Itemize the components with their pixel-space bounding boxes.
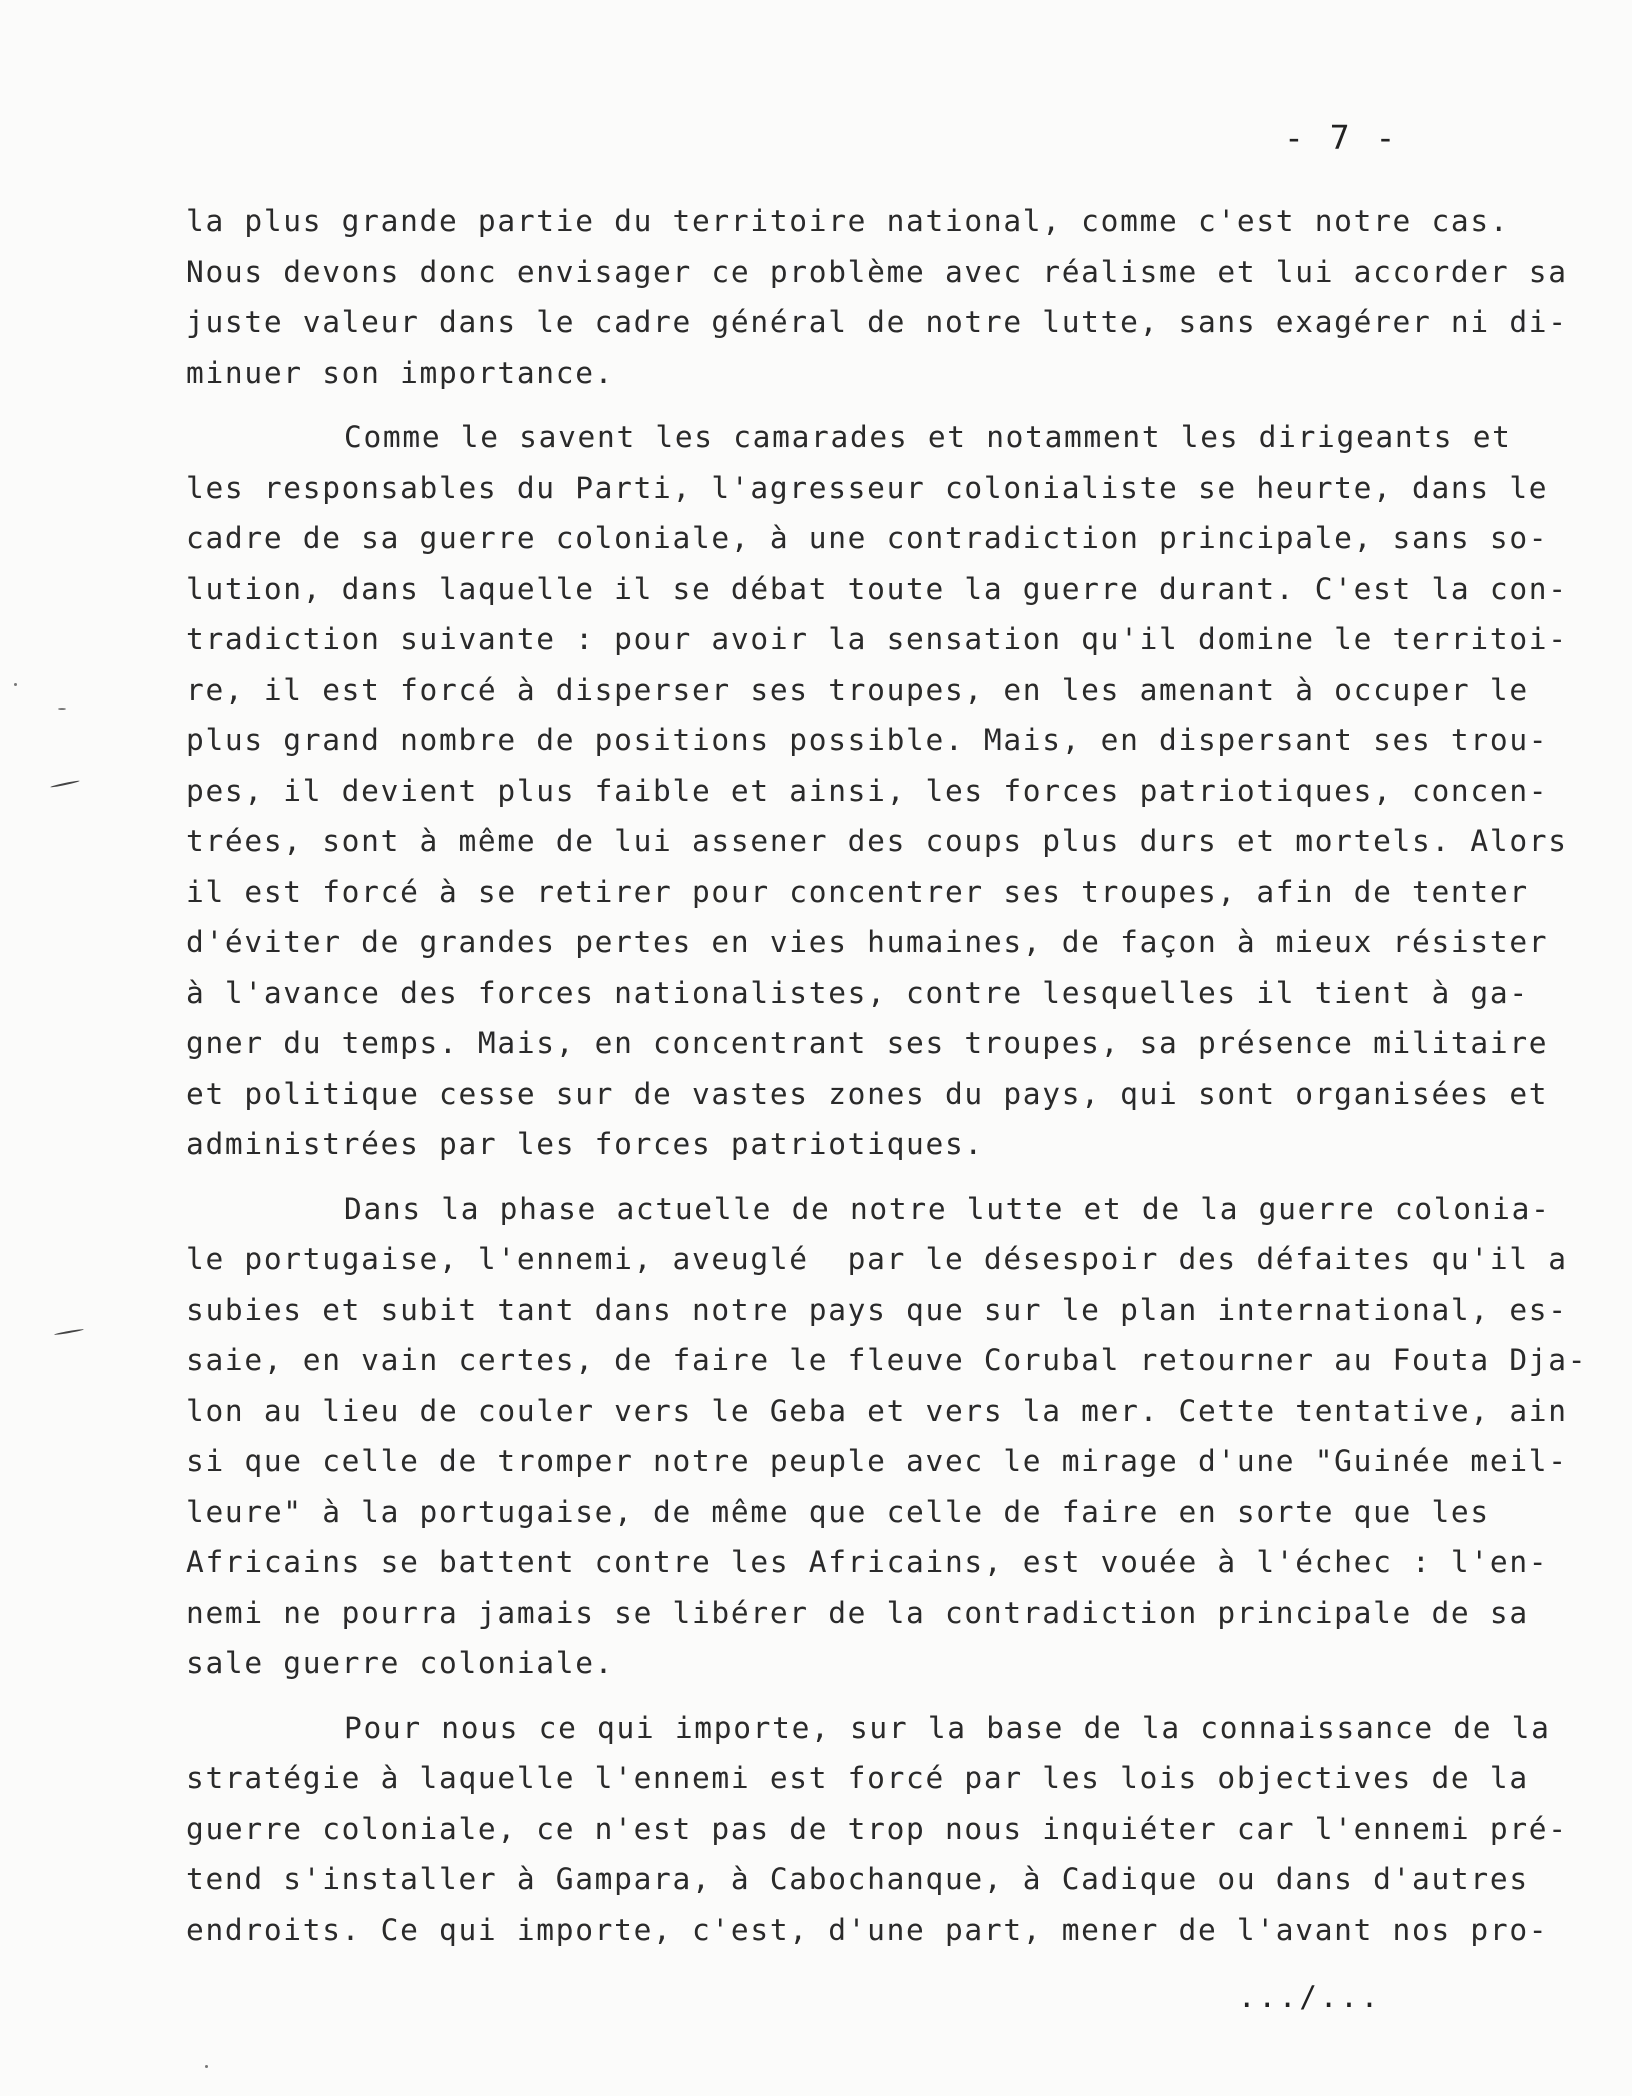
- paragraph-1: [186, 196, 1596, 398]
- text-line: Pour nous ce qui importe, sur la base de la connaissance de la: [344, 1710, 1551, 1745]
- text-line: gner du temps. Mais, en concentrant ses troupes, sa présence militaire: [186, 1026, 1549, 1060]
- margin-mark: [50, 780, 80, 788]
- page-number: - 7 -: [1284, 118, 1399, 157]
- scan-speck: [58, 708, 66, 710]
- paragraph-2: [186, 412, 1596, 1170]
- text-line: cadre de sa guerre coloniale, à une contradiction principale, sans so-: [186, 521, 1549, 555]
- text-line: Nous devons donc envisager ce problème avec réalisme et lui accorder sa: [186, 254, 1568, 289]
- scan-speck: [14, 683, 17, 686]
- text-line: re, il est forcé à disperser ses troupes, en les amenant à occuper le: [186, 672, 1529, 707]
- text-line: les responsables du Parti, l'agresseur colonialiste se heurte, dans le: [186, 470, 1549, 505]
- text-line: et politique cesse sur de vastes zones du pays, qui sont organisées et: [186, 1076, 1549, 1111]
- text-line: tradiction suivante : pour avoir la sensation qu'il domine le territoi-: [186, 622, 1568, 656]
- scan-speck: [205, 2065, 208, 2068]
- text-line: le portugaise, l'ennemi, aveuglé par le désespoir des défaites qu'il a: [186, 1242, 1568, 1276]
- text-line: pes, il devient plus faible et ainsi, les forces patriotiques, concen-: [186, 773, 1549, 808]
- text-line: tend s'installer à Gampara, à Cabochanque, à Cadique ou dans d'autres: [186, 1862, 1529, 1896]
- text-line: subies et subit tant dans notre pays que sur le plan international, es-: [186, 1292, 1568, 1327]
- text-line: Comme le savent les camarades et notamment les dirigeants et: [344, 420, 1512, 454]
- continuation-marker: .../...: [1238, 1980, 1382, 2014]
- text-line: il est forcé à se retirer pour concentrer ses troupes, afin de tenter: [186, 874, 1529, 909]
- paragraph-gap: [186, 1170, 1596, 1184]
- paragraph-gap: [186, 1689, 1596, 1703]
- body-text: [186, 196, 1596, 1955]
- paragraph-gap: [186, 398, 1596, 412]
- text-line: juste valeur dans le cadre général de notre lutte, sans exagérer ni di-: [186, 305, 1568, 339]
- text-line: endroits. Ce qui importe, c'est, d'une part, mener de l'avant nos pro-: [186, 1912, 1549, 1947]
- text-line: saie, en vain certes, de faire le fleuve Corubal retourner au Fouta Dja-: [186, 1343, 1588, 1377]
- paragraph-4: [186, 1703, 1596, 1956]
- text-line: trées, sont à même de lui assener des coups plus durs et mortels. Alors: [186, 824, 1568, 858]
- text-line: lution, dans laquelle il se débat toute la guerre durant. C'est la con-: [186, 571, 1568, 606]
- text-line: leure" à la portugaise, de même que celle de faire en sorte que les: [186, 1494, 1490, 1529]
- text-line: Africains se battent contre les Africains, est vouée à l'échec : l'en-: [186, 1545, 1549, 1579]
- text-line: si que celle de tromper notre peuple avec le mirage d'une "Guinée meil-: [186, 1444, 1568, 1478]
- text-line: à l'avance des forces nationalistes, contre lesquelles il tient à ga-: [186, 975, 1529, 1010]
- text-line: plus grand nombre de positions possible. Mais, en dispersant ses trou-: [186, 723, 1549, 757]
- text-line: sale guerre coloniale.: [186, 1646, 615, 1680]
- text-line: lon au lieu de couler vers le Geba et vers la mer. Cette tentative, ain: [186, 1393, 1568, 1428]
- text-line: stratégie à laquelle l'ennemi est forcé par les lois objectives de la: [186, 1761, 1529, 1795]
- text-line: administrées par les forces patriotiques.: [186, 1127, 984, 1161]
- text-line: Dans la phase actuelle de notre lutte et de la guerre colonia-: [344, 1191, 1551, 1226]
- text-line: nemi ne pourra jamais se libérer de la contradiction principale de sa: [186, 1595, 1529, 1630]
- paragraph-3: [186, 1184, 1596, 1689]
- text-line: minuer son importance.: [186, 355, 615, 390]
- text-line: d'éviter de grandes pertes en vies humaines, de façon à mieux résister: [186, 925, 1549, 959]
- text-line: la plus grande partie du territoire national, comme c'est notre cas.: [186, 204, 1510, 238]
- margin-mark: [54, 1328, 84, 1335]
- text-line: guerre coloniale, ce n'est pas de trop nous inquiéter car l'ennemi pré-: [186, 1811, 1568, 1846]
